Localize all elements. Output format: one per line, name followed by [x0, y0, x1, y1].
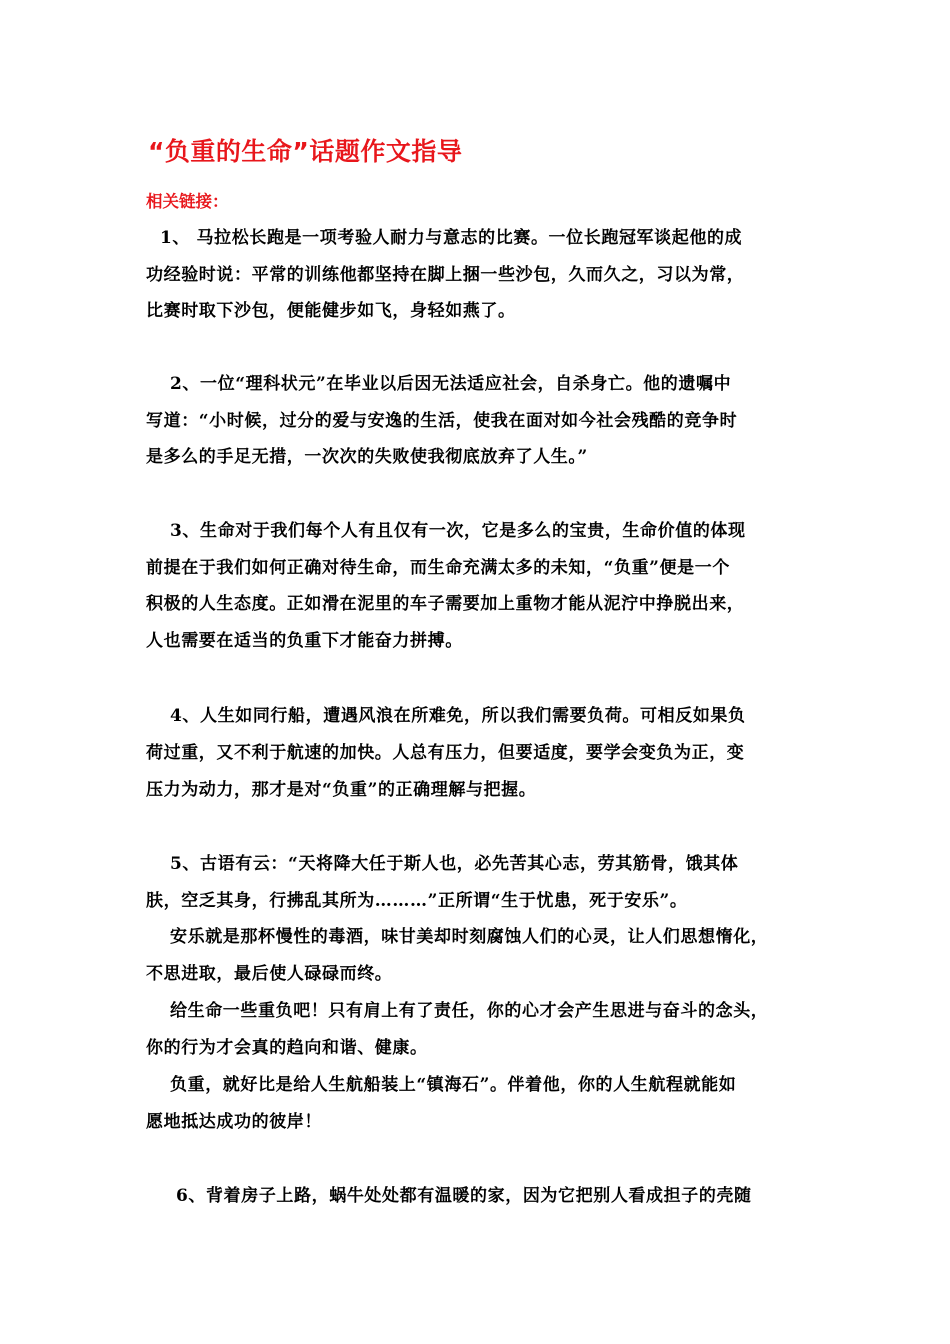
- paragraph-line: 功经验时说：平常的训练他都坚持在脚上捆一些沙包，久而久之，习以为常，: [146, 265, 745, 285]
- paragraph-line: 不思进取，最后使人碌碌而终。: [146, 964, 393, 984]
- paragraph-line: 压力为动力，那才是对“负重”的正确理解与把握。: [146, 780, 537, 800]
- paragraph-line: 人也需要在适当的负重下才能奋力拼搏。: [146, 631, 463, 651]
- paragraph-line: 你的行为才会真的趋向和谐、健康。: [146, 1038, 428, 1058]
- paragraph-line: 给生命一些重负吧！只有肩上有了责任，你的心才会产生思进与奋斗的念头，: [170, 1001, 769, 1021]
- paragraph-line: 安乐就是那杯慢性的毒酒，味甘美却时刻腐蚀人们的心灵，让人们思想惰化，: [170, 927, 769, 947]
- related-links-label: 相关链接：: [146, 192, 229, 211]
- paragraph-line: 3、生命对于我们每个人有且仅有一次，它是多么的宝贵，生命价值的体现: [170, 521, 746, 541]
- paragraph-line: 1、 马拉松长跑是一项考验人耐力与意志的比赛。一位长跑冠军谈起他的成: [160, 228, 743, 248]
- paragraph-line: 写道：“小时候，过分的爱与安逸的生活，使我在面对如今社会残酷的竞争时: [146, 411, 738, 431]
- paragraph-line: 愿地抵达成功的彼岸！: [146, 1112, 322, 1132]
- paragraph-line: 荷过重，又不利于航速的加快。人总有压力，但要适度，要学会变负为正，变: [146, 743, 745, 763]
- paragraph-line: 5、古语有云：“天将降大任于斯人也，必先苦其心志，劳其筋骨，饿其体: [170, 854, 739, 874]
- paragraph-line: 是多么的手足无措，一次次的失败使我彻底放弃了人生。”: [146, 447, 588, 467]
- paragraph-line: 4、人生如同行船，遭遇风浪在所难免，所以我们需要负荷。可相反如果负: [170, 706, 746, 726]
- paragraph-line: 比赛时取下沙包，便能健步如飞，身轻如燕了。: [146, 301, 516, 321]
- paragraph-line: 积极的人生态度。正如滑在泥里的车子需要加上重物才能从泥泞中挣脱出来，: [146, 594, 745, 614]
- paragraph-line: 肤，空乏其身，行拂乱其所为………”正所谓“生于忧患，死于安乐”。: [146, 891, 688, 911]
- paragraph-line: 2、一位“理科状元”在毕业以后因无法适应社会，自杀身亡。他的遗嘱中: [170, 374, 732, 394]
- paragraph-line: 6、背着房子上路，蜗牛处处都有温暖的家，因为它把别人看成担子的壳随: [176, 1186, 752, 1206]
- paragraph-line: 前提在于我们如何正确对待生命，而生命充满太多的未知，“负重”便是一个: [146, 558, 730, 578]
- document-title: “负重的生命”话题作文指导: [148, 137, 463, 166]
- paragraph-line: 负重，就好比是给人生航船装上“镇海石”。伴着他，你的人生航程就能如: [170, 1075, 737, 1095]
